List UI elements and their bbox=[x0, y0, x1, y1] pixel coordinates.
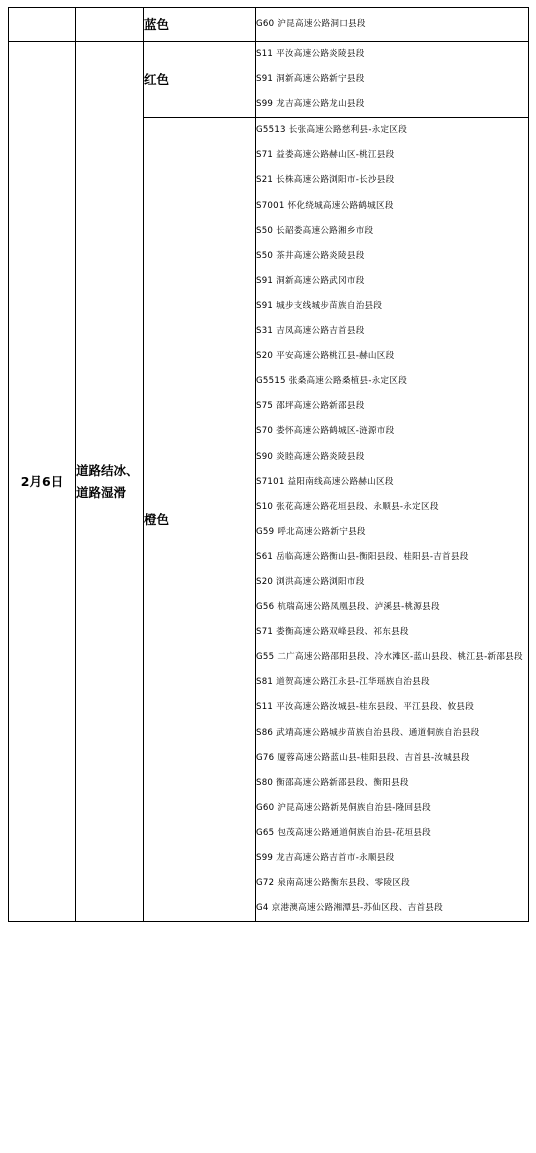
road-item: S20 浏洪高速公路浏阳市段 bbox=[256, 576, 365, 587]
condition-cell: 道路结冰、道路湿滑 bbox=[76, 42, 144, 922]
road-item: S50 长韶娄高速公路湘乡市段 bbox=[256, 225, 374, 236]
warning-level-blue: 蓝色 bbox=[144, 8, 256, 42]
road-item: G56 杭瑞高速公路凤凰县段、泸溪县-桃源县段 bbox=[256, 602, 440, 613]
road-list-red bbox=[256, 42, 529, 118]
road-item: S11 平汝高速公路汝城县-桂东县段、平江县段、攸县段 bbox=[256, 702, 475, 713]
road-item: S20 平安高速公路桃江县-赫山区段 bbox=[256, 351, 395, 362]
road-item: S50 茶井高速公路炎陵县段 bbox=[256, 250, 365, 261]
road-item: S90 炎睦高速公路炎陵县段 bbox=[256, 451, 365, 462]
road-item: S86 武靖高速公路城步苗族自治县段、通道侗族自治县段 bbox=[256, 727, 480, 738]
road-item: S99 龙吉高速公路吉首市-永顺县段 bbox=[256, 853, 395, 863]
empty-condition-cell bbox=[76, 8, 144, 42]
road-item: G59 呼北高速公路新宁县段 bbox=[256, 526, 366, 537]
road-item: S7101 益阳南线高速公路赫山区段 bbox=[256, 476, 394, 487]
road-list-orange bbox=[256, 118, 529, 922]
road-item: S75 邵坪高速公路新邵县段 bbox=[256, 401, 365, 412]
road-item: S99 龙吉高速公路龙山县段 bbox=[256, 99, 365, 110]
warning-level-orange: 橙色 bbox=[144, 118, 256, 922]
road-item: S91 城步支线城步苗族自治县段 bbox=[256, 300, 383, 311]
road-item: G72 泉南高速公路衡东县段、零陵区段 bbox=[256, 878, 410, 889]
table-row bbox=[9, 42, 529, 118]
road-item: G5515 张桑高速公路桑植县-永定区段 bbox=[256, 376, 408, 387]
warning-level-red: 红色 bbox=[144, 42, 256, 118]
road-item: S11 平汝高速公路炎陵县段 bbox=[256, 49, 365, 59]
road-item: G4 京港澳高速公路湘潭县-苏仙区段、吉首县段 bbox=[256, 903, 443, 914]
road-item: S81 道贺高速公路江永县-江华瑶族自治县段 bbox=[256, 677, 430, 688]
road-item: S71 娄衡高速公路双峰县段、祁东县段 bbox=[256, 627, 409, 638]
road-item: G5513 长张高速公路慈利县-永定区段 bbox=[256, 125, 408, 136]
road-item: S31 吉凤高速公路吉首县段 bbox=[256, 326, 365, 337]
road-item: S21 长株高速公路浏阳市-长沙县段 bbox=[256, 175, 395, 186]
warning-table bbox=[8, 7, 529, 922]
road-item: G55 二广高速公路邵阳县段、冷水滩区-蓝山县段、桃江县-新邵县段 bbox=[256, 652, 523, 663]
empty-date-cell bbox=[9, 8, 76, 42]
road-item: G65 包茂高速公路通道侗族自治县-花垣县段 bbox=[256, 827, 432, 838]
road-item: S71 益娄高速公路赫山区-桃江县段 bbox=[256, 150, 395, 161]
date-cell: 2月6日 bbox=[9, 42, 76, 922]
road-item: G60 沪昆高速公路洞口县段 bbox=[256, 18, 366, 29]
road-item: G76 厦蓉高速公路蓝山县-桂阳县段、吉首县-汝城县段 bbox=[256, 752, 470, 763]
road-item: G60 沪昆高速公路新晃侗族自治县-隆回县段 bbox=[256, 802, 432, 813]
road-item: S91 洞新高速公路武冈市段 bbox=[256, 275, 365, 286]
road-item: S80 衡邵高速公路新邵县段、衡阳县段 bbox=[256, 777, 409, 788]
road-item: S91 洞新高速公路新宁县段 bbox=[256, 74, 365, 85]
road-item: S70 娄怀高速公路鹤城区-涟源市段 bbox=[256, 426, 395, 437]
road-list-blue bbox=[256, 8, 529, 42]
table-row bbox=[9, 8, 529, 42]
road-item: S61 岳临高速公路衡山县-衡阳县段、桂阳县-吉首县段 bbox=[256, 551, 469, 562]
road-item: S7001 怀化绕城高速公路鹤城区段 bbox=[256, 200, 394, 211]
road-item: S10 张花高速公路花垣县段、永顺县-永定区段 bbox=[256, 501, 439, 512]
